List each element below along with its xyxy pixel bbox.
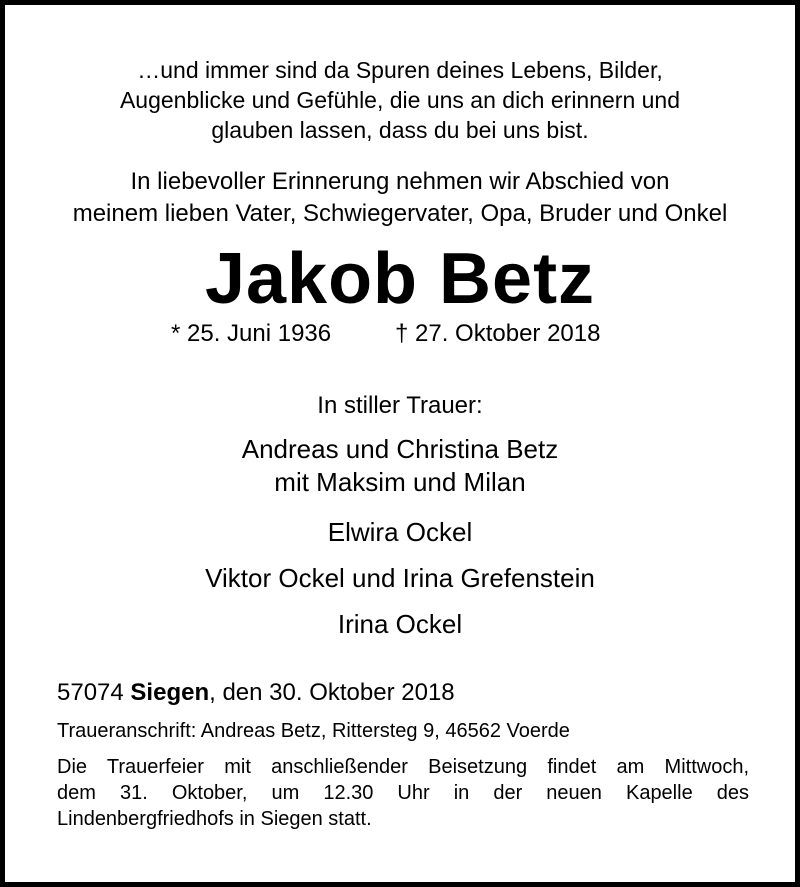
motto-line: …und immer sind da Spuren deines Lebens, Bilder, [137, 57, 663, 83]
mourner-group [0, 516, 800, 549]
mourner-group [0, 608, 800, 641]
mourner-line: Viktor Ockel und Irina Grefenstein [205, 563, 595, 593]
mourner-line: Elwira Ockel [327, 517, 473, 547]
intro-line: In liebevoller Erinnerung nehmen wir Abschied von [130, 168, 670, 195]
mourner-line: Irina Ockel [337, 609, 463, 639]
postal-code: 57074 [57, 679, 124, 706]
mourners-heading: In stiller Trauer: [317, 392, 483, 419]
service-line: Lindenbergfriedhofs in Siegen statt. [57, 808, 372, 830]
place-and-date [57, 677, 455, 709]
date-text: , den 30. Oktober 2018 [209, 679, 455, 706]
deceased-name: Jakob Betz [204, 239, 596, 319]
death-date: † 27. Oktober 2018 [395, 320, 601, 347]
city-name: Siegen [130, 679, 210, 706]
mourner-group [0, 562, 800, 595]
motto-quote [0, 55, 800, 145]
mourner-line: mit Maksim und Milan [274, 467, 526, 497]
intro-line: meinem lieben Vater, Schwiegervater, Opa, Bruder und Onkel [72, 200, 728, 227]
service-line: Die Trauerfeier mit anschließender Beisetzung findet am Mittwoch, [57, 756, 749, 778]
motto-line: Augenblicke und Gefühle, die uns an dich erinnern und [119, 87, 681, 113]
mourner-group [0, 433, 800, 499]
birth-date: * 25. Juni 1936 [171, 320, 332, 347]
farewell-intro [0, 166, 800, 230]
funeral-service-info [57, 754, 749, 832]
mourner-line: Andreas und Christina Betz [241, 434, 559, 464]
service-line: dem 31. Oktober, um 12.30 Uhr in der neuen Kapelle des [57, 782, 749, 804]
motto-line: glauben lassen, dass du bei uns bist. [211, 117, 589, 143]
mourning-address: Traueranschrift: Andreas Betz, Rittersteg 9, 46562 Voerde [57, 720, 570, 742]
